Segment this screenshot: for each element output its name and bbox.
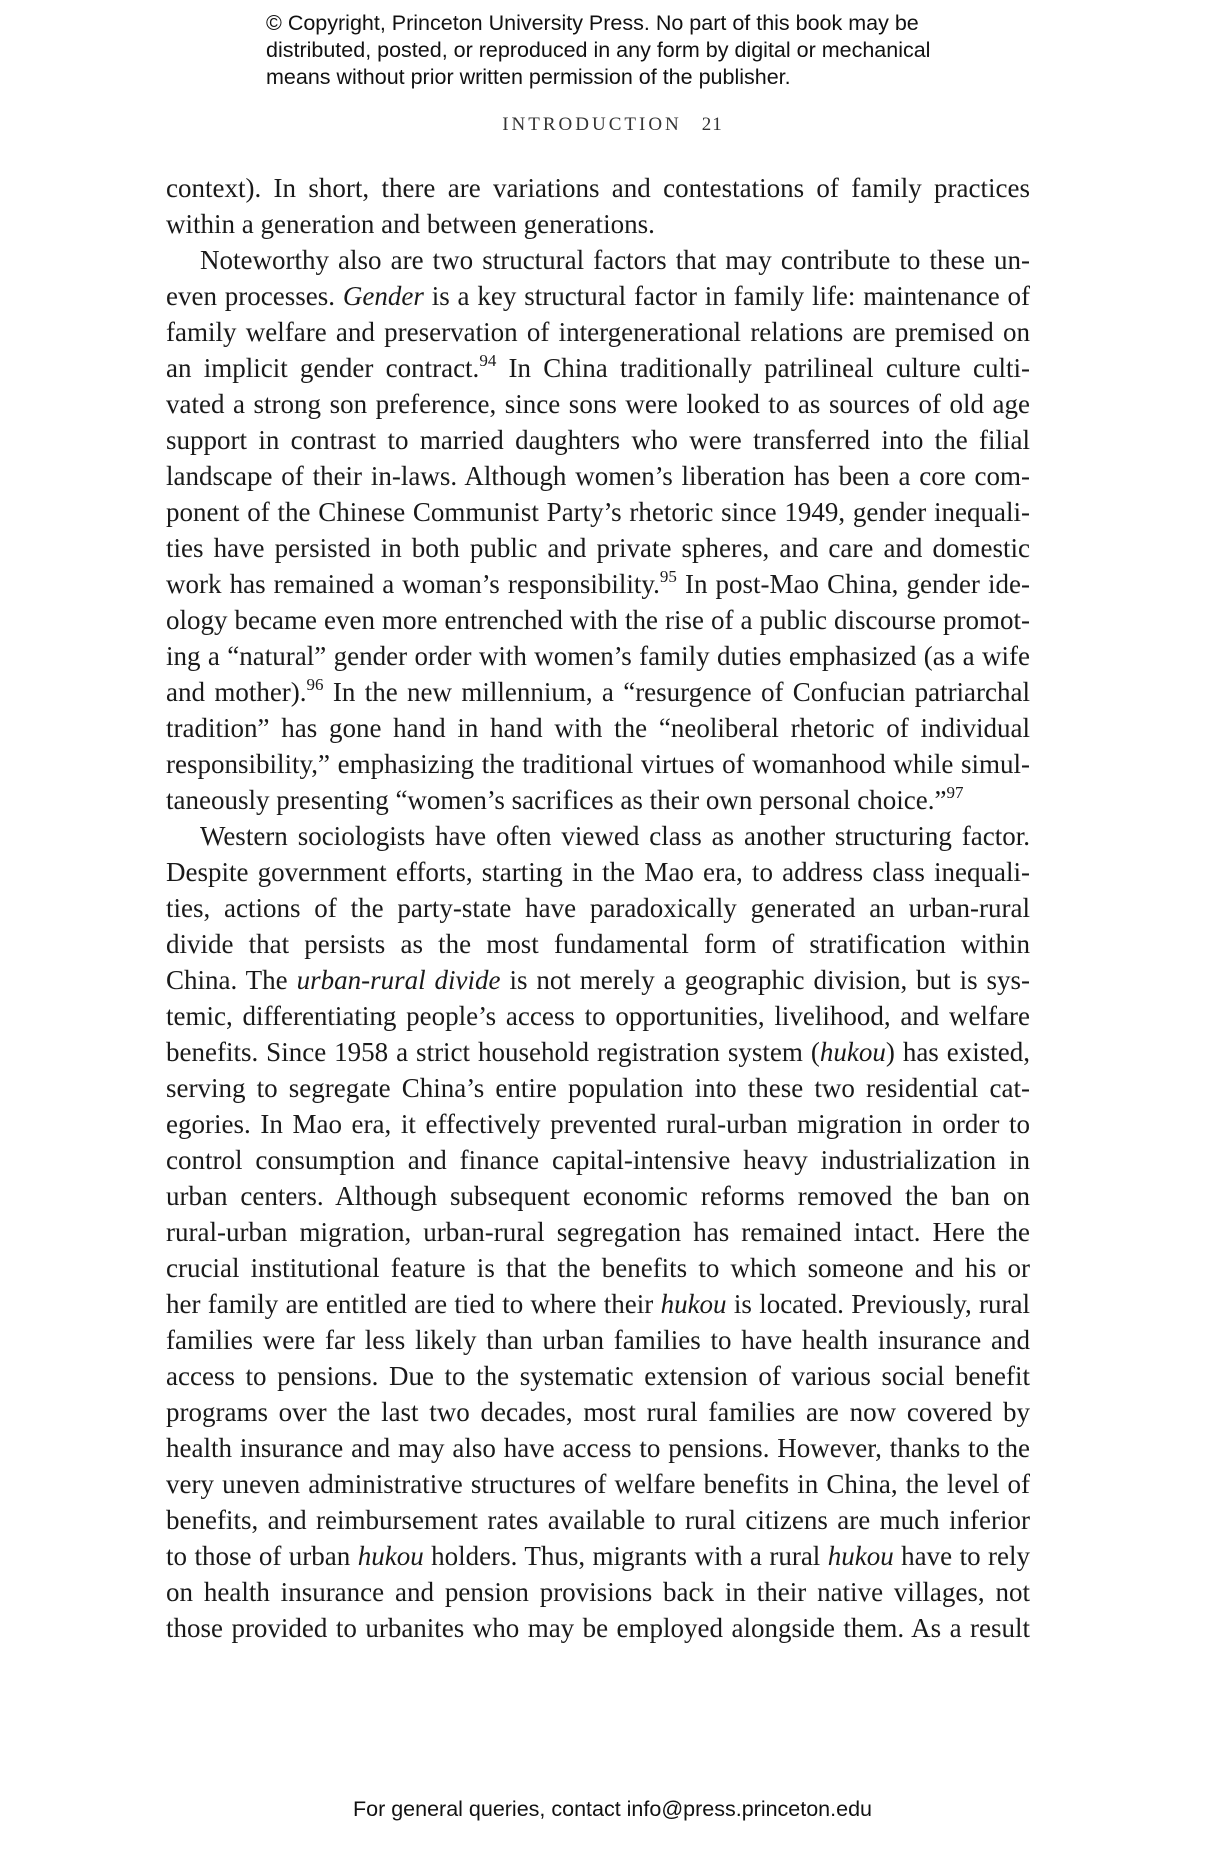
text-line: benefits. Since 1958 a strict household registration system (hukou) has existed, — [166, 1037, 1031, 1067]
text-line: serving to segregate China’s entire population into these two residential cat- — [166, 1073, 1030, 1103]
text-line: divide that persists as the most fundamental form of stratification within — [166, 929, 1030, 959]
text-line: on health insurance and pension provisions back in their native villages, not — [166, 1577, 1030, 1607]
text-line: Western sociologists have often viewed class as another structuring factor. — [200, 821, 1030, 851]
text-line: an implicit gender contract.$^{94}$ In China traditionally patrilineal culture culti- — [166, 351, 1030, 383]
text-line: ing a “natural” gender order with women’s family duties emphasized (as a wife — [166, 641, 1030, 671]
text-line: benefits, and reimbursement rates available to rural citizens are much inferior — [166, 1505, 1030, 1535]
copyright-line: means without prior written permission of the publisher. — [266, 65, 791, 89]
text-line: China. The urban-rural divide is not merely a geographic division, but is sys- — [166, 965, 1031, 995]
paragraph — [166, 818, 1030, 1646]
text-line: ties, actions of the party-state have paradoxically generated an urban-rural — [166, 893, 1030, 923]
text-line: and mother).$^{96}$ In the new millennium, a “resurgence of Confucian patriarchal — [166, 675, 1031, 707]
copyright-line: © Copyright, Princeton University Press. No part of this book may be — [266, 11, 919, 35]
running-head — [0, 114, 1225, 136]
text-line: temic, differentiating people’s access to opportunities, livelihood, and welfare — [166, 1001, 1030, 1031]
text-line: those provided to urbanites who may be employed alongside them. As a result — [166, 1613, 1030, 1643]
text-line: taneously presenting “women’s sacrifices as their own personal choice.”$^{97}$ — [166, 783, 964, 815]
text-line: even processes. Gender is a key structural factor in family life: maintenance of — [166, 281, 1031, 311]
page-number: 21 — [701, 114, 723, 135]
footer-contact: For general queries, contact info@press.princeton.edu — [352, 1797, 872, 1821]
text-line: egories. In Mao era, it effectively prevented rural-urban migration in order to — [166, 1109, 1030, 1139]
text-line: health insurance and may also have access to pensions. However, thanks to the — [166, 1433, 1030, 1463]
running-head-title: INTRODUCTION — [502, 114, 682, 135]
text-line: within a generation and between generations. — [166, 209, 655, 239]
text-line: Despite government efforts, starting in the Mao era, to address class inequali- — [166, 857, 1030, 887]
body-text — [166, 170, 1030, 1646]
text-line: vated a strong son preference, since sons were looked to as sources of old age — [166, 389, 1030, 419]
text-line: access to pensions. Due to the systematic extension of various social benefit — [166, 1361, 1030, 1391]
text-line: ties have persisted in both public and private spheres, and care and domestic — [166, 533, 1030, 563]
paragraph — [166, 170, 1030, 242]
copyright-line: distributed, posted, or reproduced in any form by digital or mechanical — [266, 38, 931, 62]
text-line: very uneven administrative structures of welfare benefits in China, the level of — [166, 1469, 1030, 1499]
text-line: ponent of the Chinese Communist Party’s rhetoric since 1949, gender inequali- — [166, 497, 1030, 527]
text-line: to those of urban hukou holders. Thus, migrants with a rural hukou have to rely — [166, 1541, 1031, 1571]
text-line: family welfare and preservation of intergenerational relations are premised on — [166, 317, 1030, 347]
text-line: families were far less likely than urban families to have health insurance and — [166, 1325, 1030, 1355]
text-line: ology became even more entrenched with the rise of a public discourse promot- — [166, 605, 1030, 635]
text-line: urban centers. Although subsequent economic reforms removed the ban on — [166, 1181, 1030, 1211]
text-line: rural-urban migration, urban-rural segregation has remained intact. Here the — [166, 1217, 1030, 1247]
text-line: programs over the last two decades, most rural families are now covered by — [166, 1397, 1030, 1427]
text-line: control consumption and finance capital-intensive heavy industrialization in — [166, 1145, 1030, 1175]
copyright-notice — [266, 10, 1026, 91]
text-line: support in contrast to married daughters who were transferred into the filial — [166, 425, 1030, 455]
text-line: Noteworthy also are two structural factors that may contribute to these un- — [200, 245, 1030, 275]
text-line: tradition” has gone hand in hand with the “neoliberal rhetoric of individual — [166, 713, 1030, 743]
paragraph — [166, 242, 1030, 818]
text-line: responsibility,” emphasizing the traditional virtues of womanhood while simul- — [166, 749, 1030, 779]
text-line: context). In short, there are variations and contestations of family practices — [166, 173, 1030, 203]
text-line: crucial institutional feature is that the benefits to which someone and his or — [166, 1253, 1030, 1283]
text-line: her family are entitled are tied to where their hukou is located. Previously, rural — [166, 1289, 1030, 1319]
text-line: landscape of their in-laws. Although women’s liberation has been a core com- — [166, 461, 1030, 491]
text-line: work has remained a woman’s responsibility.$^{95}$ In post-Mao China, gender ide- — [166, 567, 1030, 599]
